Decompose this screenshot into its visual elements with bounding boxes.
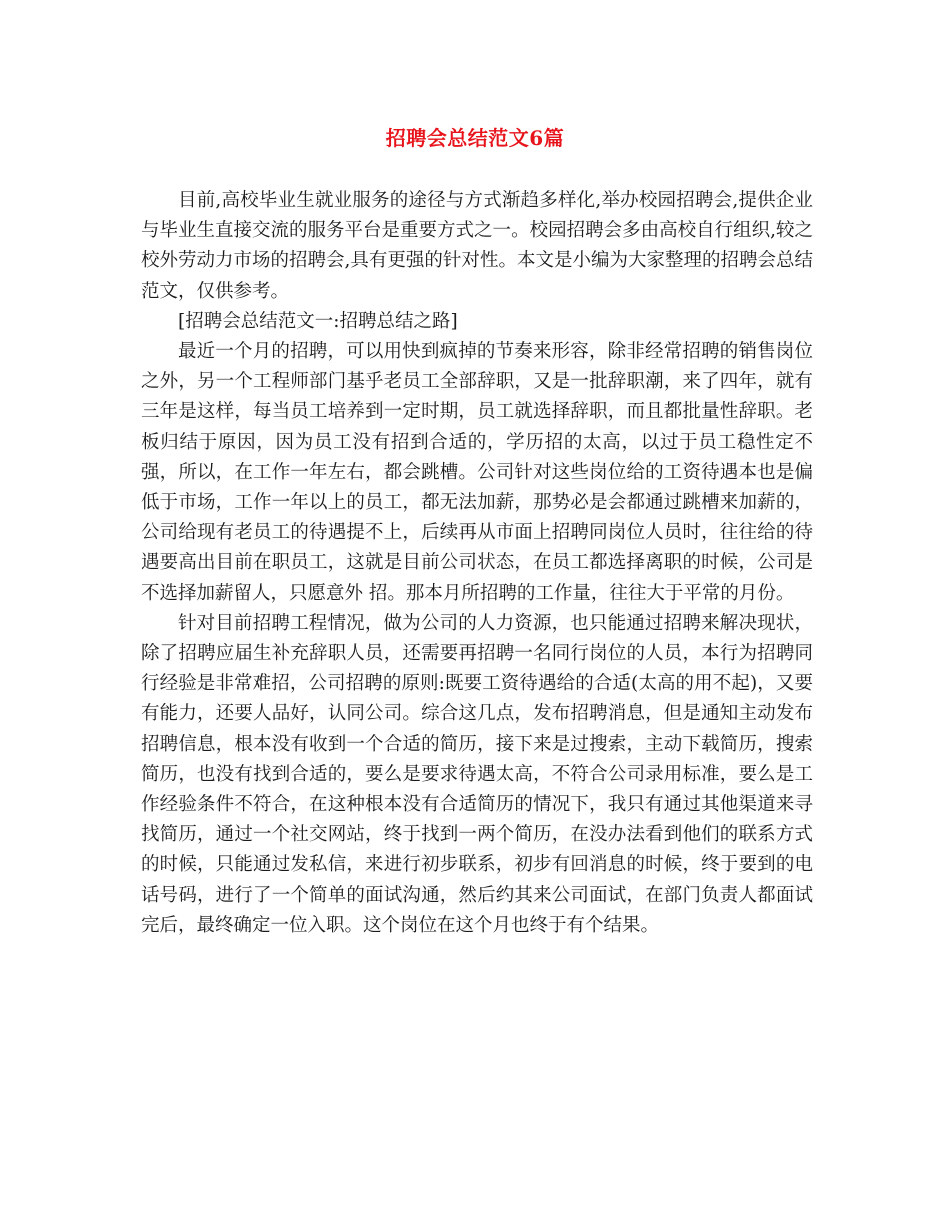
paragraph-recruiting-month: 最近一个月的招聘，可以用快到疯掉的节奏来形容，除非经常招聘的销售岗位之外，另一个工程师部门基乎老员工全部辞职，又是一批辞职潮，来了四年，就有三年是这样，每当员工培养到一定时期，员工就选择辞职，而且都批量性辞职。老板归结于原因，因为员工没有招到合适的，学历招的太高，以过于员工稳性定不强，所以，在工作一年左右，都会跳槽。公司针对这些岗位给的工资待遇本也是偏低于市场，工作一年以上的员工，都无法加薪，那势必是会都通过跳槽来加薪的，公司给现有老员工的待遇提不上，后续再从市面上招聘同岗位人员时，往往给的待遇要高出目前在职员工，这就是目前公司状态，在员工都选择离职的时候，公司是不选择加薪留人，只愿意外 招。那本月所招聘的工作量，往往大于平常的月份。 bbox=[141, 341, 813, 604]
document-title: 招聘会总结范文6篇 bbox=[385, 126, 565, 150]
section-heading: [招聘会总结范文一:招聘总结之路] bbox=[178, 310, 458, 332]
document-body bbox=[141, 186, 813, 941]
paragraph-intro: 目前,高校毕业生就业服务的途径与方式渐趋多样化,举办校园招聘会,提供企业与毕业生直接交流的服务平台是重要方式之一。校园招聘会多由高校自行组织,较之校外劳动力市场的招聘会,具有更强的针对性。本文是小编为大家整理的招聘会总结范文，仅供参考。 bbox=[141, 190, 813, 302]
paragraph-engineering-hiring: 针对目前招聘工程情况，做为公司的人力资源，也只能通过招聘来解决现状，除了招聘应届生补充辞职人员，还需要再招聘一名同行岗位的人员，本行为招聘同行经验是非常难招，公司招聘的原则:既要工资待遇给的合适(太高的用不起)，又要有能力，还要人品好，认同公司。综合这几点，发布招聘消息，但是通知主动发布招聘信息，根本没有收到一个合适的简历，接下来是过搜索，主动下载简历，搜索简历，也没有找到合适的，要么是要求待遇太高，不符合公司录用标准，要么是工作经验条件不符合，在这种根本没有合适简历的情况下，我只有通过其他渠道来寻找简历，通过一个社交网站，终于找到一两个简历，在没办法看到他们的联系方式的时候，只能通过发私信，来进行初步联系，初步有回消息的时候，终于要到的电话号码，进行了一个简单的面试沟通，然后约其来公司面试，在部门负责人都面试完后，最终确定一位入职。这个岗位在这个月也终于有个结果。 bbox=[141, 612, 813, 936]
